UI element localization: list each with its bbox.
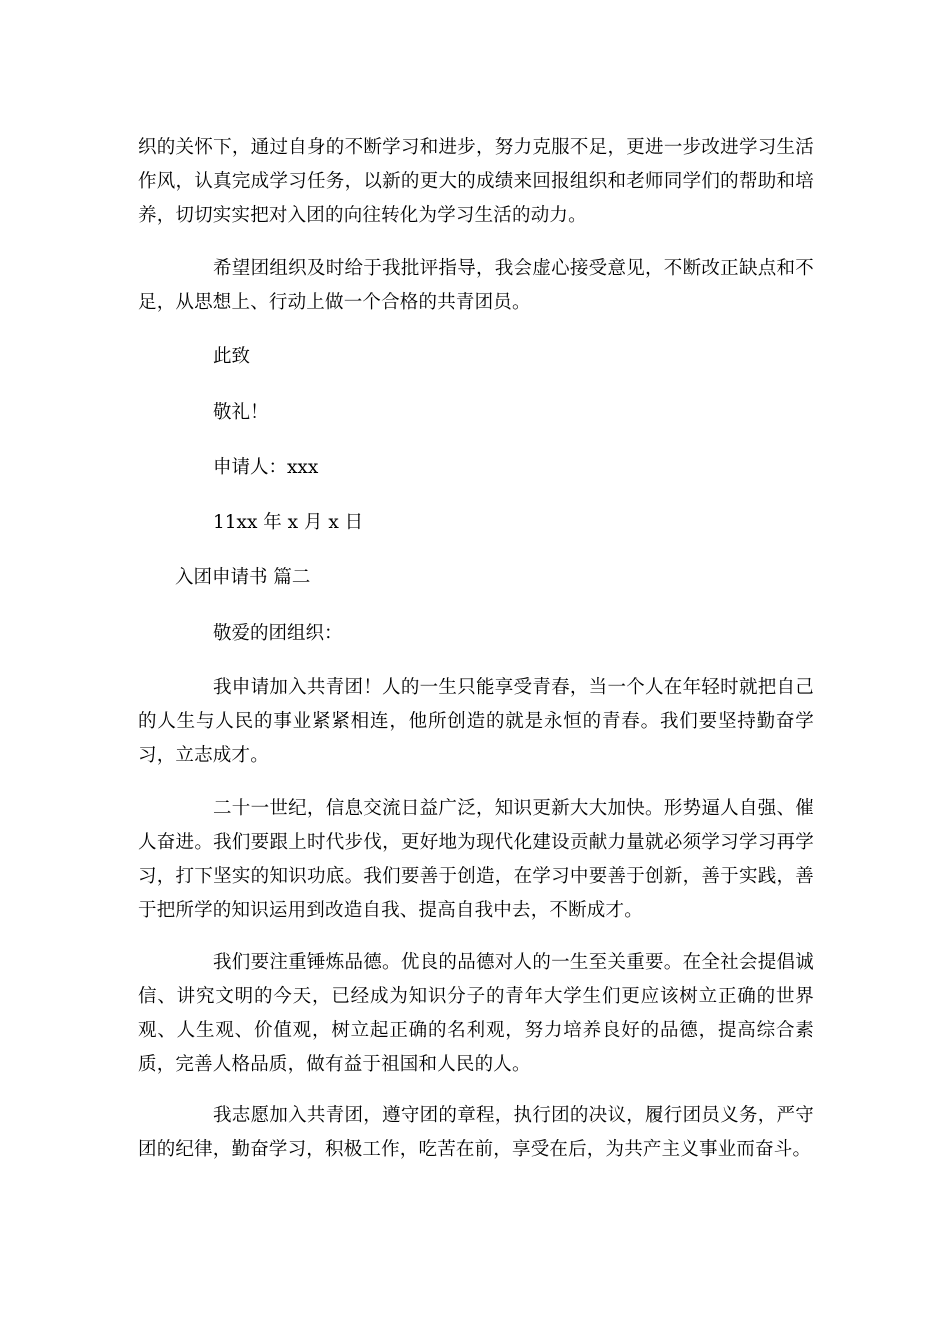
applicant-name: 申请人：xxx xyxy=(213,457,319,478)
paragraph-volunteer-join: 我志愿加入共青团，遵守团的章程，执行团的决议，履行团员义务，严守团的纪律，勤奋学习，积极工作，吃苦在前，享受在后，为共产主义事业而奋斗。 xyxy=(138,1105,814,1160)
paragraph-21st-century: 二十一世纪，信息交流日益广泛，知识更新大大加快。形势逼人自强、催人奋进。我们要跟上时代步伐，更好地为现代化建设贡献力量就必须学习学习再学习，打下坚实的知识功底。我们要善于创造，在学习中要善于创新，善于实践，善于把所学的知识运用到改造自我、提高自我中去，不断成才。 xyxy=(138,798,814,921)
closing-phrase: 此致 xyxy=(213,346,251,367)
paragraph-hope-guidance: 希望团组织及时给于我批评指导，我会虚心接受意见，不断改正缺点和不足，从思想上、行动上做一个合格的共青团员。 xyxy=(138,258,814,313)
paragraph-continuation: 织的关怀下，通过自身的不断学习和进步，努力克服不足，更进一步改进学习生活作风，认真完成学习任务，以新的更大的成绩来回报组织和老师同学们的帮助和培养，切切实实把对入团的向往转化为学习生活的动力。 xyxy=(138,137,814,226)
application-date: 11xx 年 x 月 x 日 xyxy=(213,512,364,533)
paragraph-moral-character: 我们要注重锤炼品德。优良的品德对人的一生至关重要。在全社会提倡诚信、讲究文明的今天，已经成为知识分子的青年大学生们更应该树立正确的世界观、人生观、价值观，树立起正确的名利观，努力培养良好的品德，提高综合素质，完善人格品质，做有益于祖国和人民的人。 xyxy=(138,952,814,1075)
salutation: 敬爱的团组织： xyxy=(213,623,343,644)
closing-salute: 敬礼！ xyxy=(213,402,269,423)
paragraph-apply-league: 我申请加入共青团！人的一生只能享受青春，当一个人在年轻时就把自己的人生与人民的事业紧紧相连，他所创造的就是永恒的青春。我们要坚持勤奋学习，立志成才。 xyxy=(138,677,814,766)
section-title: 入团申请书 篇二 xyxy=(175,567,311,588)
